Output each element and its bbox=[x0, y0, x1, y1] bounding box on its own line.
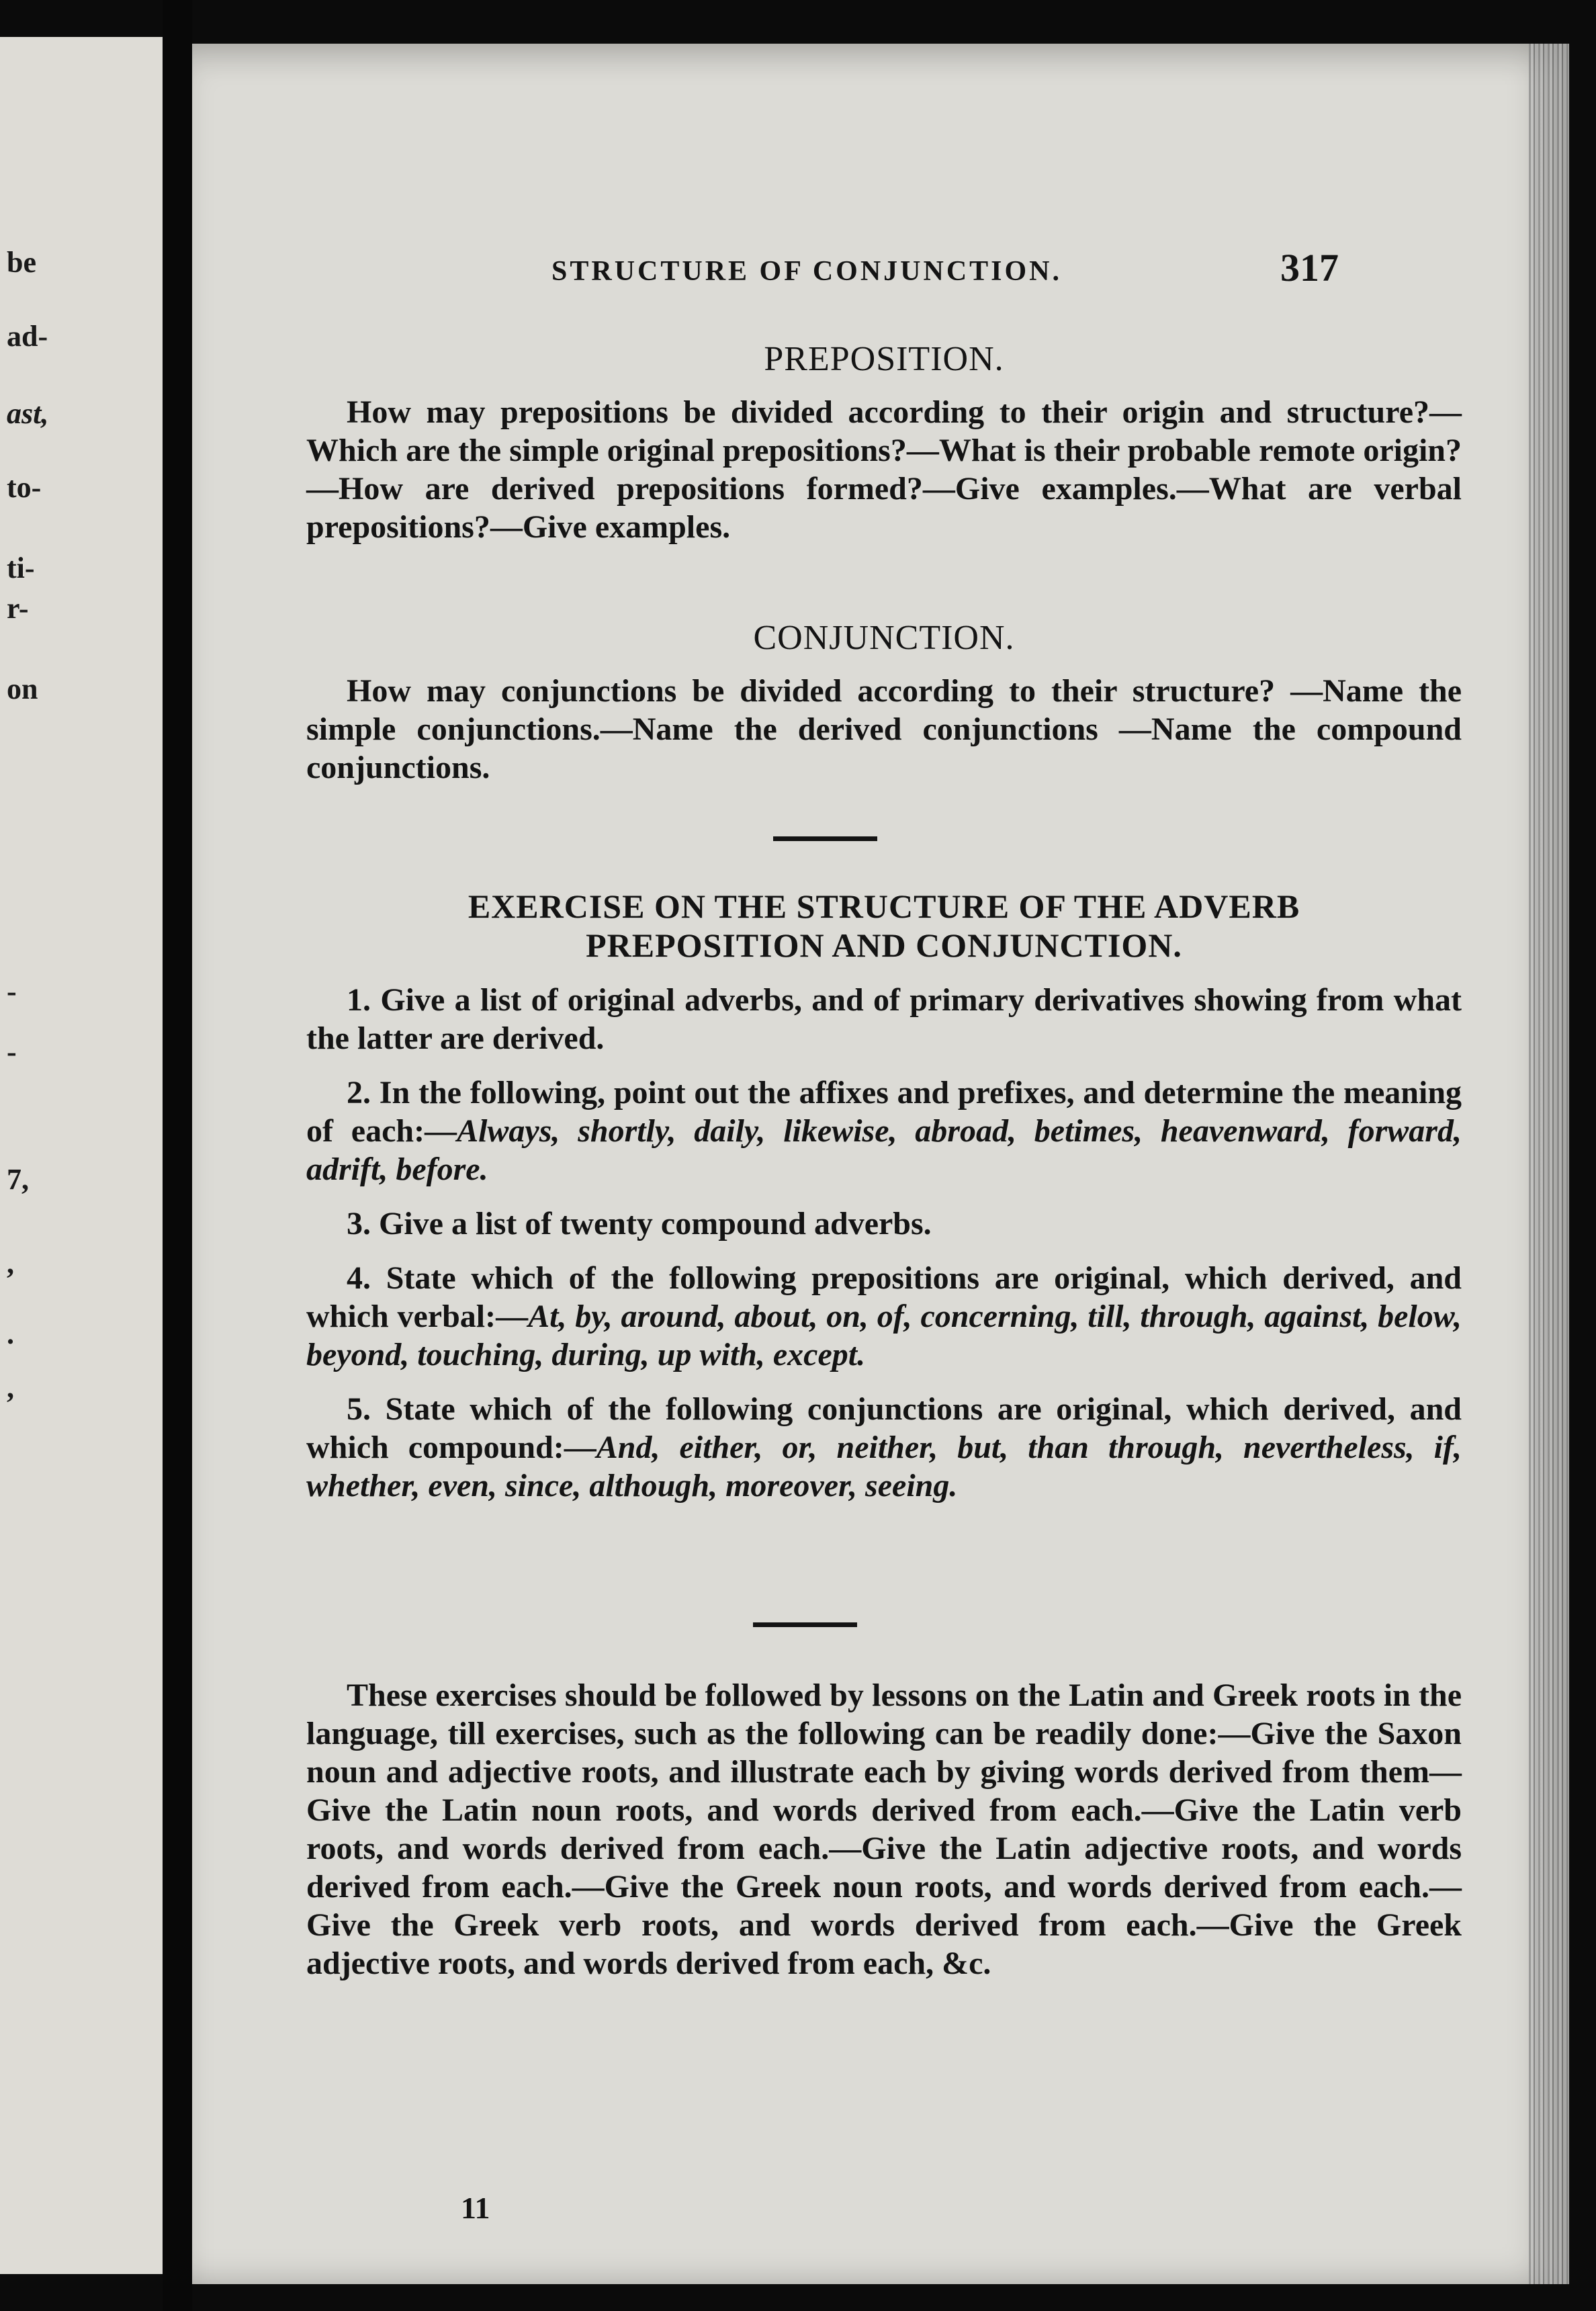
left-page-fragment: to- bbox=[7, 471, 42, 504]
exercise-item-number: 4. bbox=[347, 1260, 371, 1296]
exercise-item-text: Give a list of twenty compound adverbs. bbox=[379, 1206, 932, 1241]
left-page-fragment: r- bbox=[7, 592, 29, 625]
left-page-fragment: be bbox=[7, 246, 36, 279]
left-page-fragment: ast, bbox=[7, 397, 49, 430]
closing-note bbox=[306, 1676, 1462, 1982]
exercise-item-3 bbox=[306, 1205, 1462, 1243]
exercise-item-examples: Always, shortly, daily, likewise, abroad, betimes, heavenward, forward, adrift, before. bbox=[306, 1113, 1462, 1187]
left-page-fragment: ti- bbox=[7, 552, 35, 584]
left-page-fragment: . bbox=[7, 1317, 14, 1350]
exercise-heading-line-1: EXERCISE ON THE STRUCTURE OF THE ADVERB bbox=[468, 887, 1300, 925]
exercise-heading bbox=[306, 887, 1462, 965]
left-page-fragment: - bbox=[7, 1035, 17, 1068]
running-title: STRUCTURE OF CONJUNCTION. bbox=[551, 256, 1063, 287]
exercise-item-number: 2. bbox=[347, 1075, 371, 1110]
exercise-item-number: 5. bbox=[347, 1391, 371, 1427]
exercise-item-number: 3. bbox=[347, 1206, 371, 1241]
exercise-item-2 bbox=[306, 1074, 1462, 1188]
section-rule-1 bbox=[773, 836, 877, 841]
signature-mark: 11 bbox=[461, 2191, 490, 2225]
exercise-item-number: 1. bbox=[347, 982, 371, 1018]
exercise-item-5 bbox=[306, 1390, 1462, 1505]
exercise-item-text: Give a list of original adverbs, and of primary derivatives showing from what the latter are derived. bbox=[306, 982, 1462, 1056]
exercise-item-text: State which of the following conjunctions are original, which derived, and which compound:— bbox=[306, 1391, 1462, 1465]
exercise-item-text: In the following, point out the affixes and prefixes, and determine the meaning of each:— bbox=[306, 1075, 1462, 1149]
page-edges bbox=[1529, 44, 1569, 2284]
book-page bbox=[192, 44, 1569, 2284]
preposition-questions bbox=[306, 393, 1462, 546]
exercise-item-4 bbox=[306, 1259, 1462, 1374]
left-page-edge bbox=[0, 37, 163, 2274]
left-page-fragment: , bbox=[7, 1371, 14, 1404]
exercise-heading-line-2: PREPOSITION AND CONJUNCTION. bbox=[586, 926, 1182, 964]
left-page-fragment: 7, bbox=[7, 1163, 29, 1196]
left-page-fragment: , bbox=[7, 1247, 14, 1280]
page-number: 317 bbox=[1280, 246, 1339, 290]
section-heading-preposition: PREPOSITION. bbox=[764, 340, 1004, 378]
exercise-item-examples: At, by, around, about, on, of, concerning, till, through, against, below, beyond, touching, during, up with, except. bbox=[306, 1299, 1462, 1372]
conjunction-questions bbox=[306, 672, 1462, 787]
exercise-item-1 bbox=[306, 981, 1462, 1057]
exercise-item-examples: And, either, or, neither, but, than through, nevertheless, if, whether, even, since, although, moreover, seeing. bbox=[306, 1430, 1462, 1503]
preposition-text: How may prepositions be divided according to their origin and structure?—Which are the simple original prepositions?—What is their probable remote origin?—How are derived prepositions formed?—Give examples.—What are verbal prepositions?—Give examples. bbox=[306, 394, 1462, 545]
left-page-fragment: on bbox=[7, 672, 38, 705]
exercise-item-text: State which of the following prepositions are original, which derived, and which verbal:— bbox=[306, 1260, 1462, 1334]
left-page-fragment: - bbox=[7, 975, 17, 1008]
section-rule-2 bbox=[753, 1622, 857, 1627]
book-gutter bbox=[163, 0, 192, 2311]
section-heading-conjunction: CONJUNCTION. bbox=[753, 619, 1015, 657]
left-page-fragment: ad- bbox=[7, 320, 48, 353]
conjunction-text: How may conjunctions be divided according to their structure? —Name the simple conjunctions.—Name the derived conjunctions —Name the compound conjunctions. bbox=[306, 673, 1462, 785]
closing-text: These exercises should be followed by lessons on the Latin and Greek roots in the language, till exercises, such as the following can be readily done:—Give the Saxon noun and adjective roots, and illustrate each by giving words derived from them—Give the Latin noun roots, and words derived from each.—Give the Latin verb roots, and words derived from each.—Give the Latin adjective roots, and words derived from each.—Give the Greek noun roots, and words derived from each.—Give the Greek verb roots, and words derived from each.—Give the Greek adjective roots, and words derived from each, &c. bbox=[306, 1677, 1462, 1981]
exercise-list bbox=[306, 981, 1462, 1505]
